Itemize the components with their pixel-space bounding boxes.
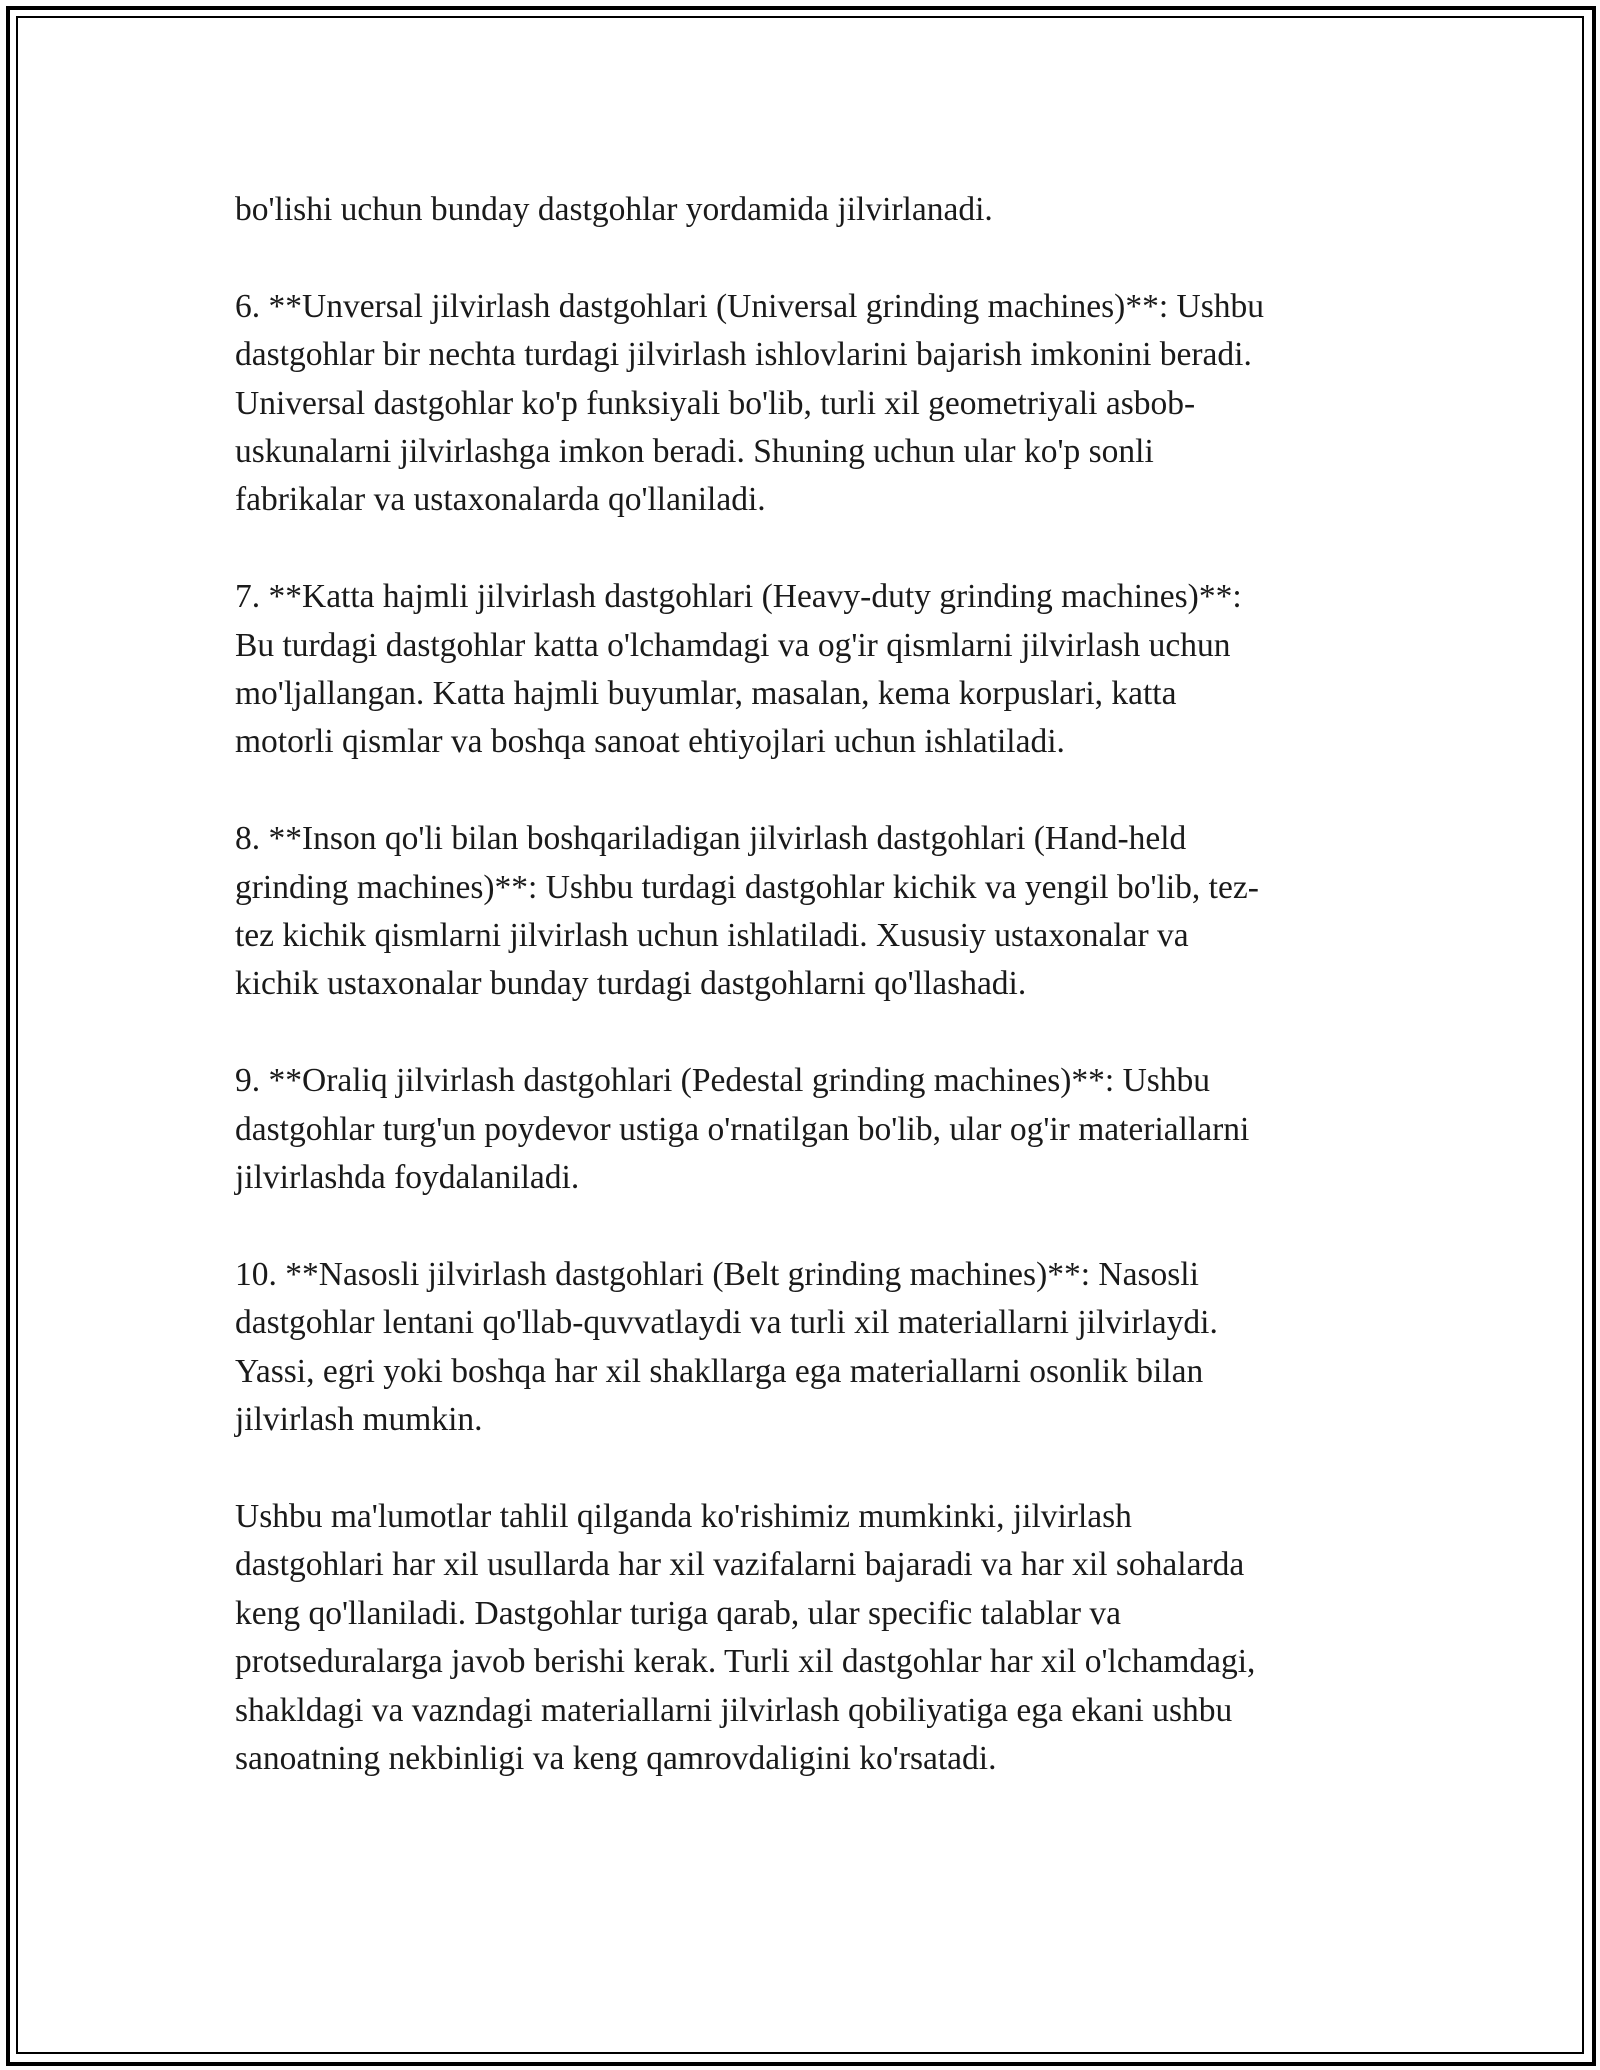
- paragraph-item-6: 6. **Unversal jilvirlash dastgohlari (Universal grinding machines)**: Ushbu dastgohlar bir nechta turdagi jilvirlash ishlovlarini bajarish imkonini beradi. Universal dastgohlar ko'p funksiyali bo'lib, turli xil geometriyali asbob- uskunalarni jilvirlashga imkon beradi. Shuning uchun ular ko'p sonli fabrikalar va ustaxonalarda qo'llaniladi.: [235, 287, 1264, 519]
- paragraph-continuation: bo'lishi uchun bunday dastgohlar yordamida jilvirlanadi.: [235, 191, 993, 228]
- paragraph-item-8: 8. **Inson qo'li bilan boshqariladigan jilvirlash dastgohlari (Hand-held grinding machines)**: Ushbu turdagi dastgohlar kichik va yengil bo'lib, tez- tez kichik qismlarni jilvirlash uchun ishlatiladi. Xususiy ustaxonalar va kichik ustaxonalar bunday turdagi dastgohlarni qo'llashadi.: [235, 820, 1259, 1003]
- paragraph-conclusion: Ushbu ma'lumotlar tahlil qilganda ko'rishimiz mumkinki, jilvirlash dastgohlari har xil usullarda har xil vazifalarni bajaradi va har xil sohalarda keng qo'llaniladi. Dastgohlar turiga qarab, ular specific talablar va protseduralarga javob berishi kerak. Turli xil dastgohlar har xil o'lchamdagi, shakldagi va vazndagi materiallarni jilvirlash qobiliyatiga ega ekani ushbu sanoatning nekbinligi va keng qamrovdaligini ko'rsatadi.: [235, 1497, 1256, 1777]
- paragraph-item-9: 9. **Oraliq jilvirlash dastgohlari (Pedestal grinding machines)**: Ushbu dastgohlar turg'un poydevor ustiga o'rnatilgan bo'lib, ular og'ir materiallarni jilvirlashda foydalaniladi.: [235, 1062, 1250, 1197]
- paragraph-item-7: 7. **Katta hajmli jilvirlash dastgohlari (Heavy-duty grinding machines)**: Bu turdagi dastgohlar katta o'lchamdagi va og'ir qismlarni jilvirlash uchun mo'ljallangan. Katta hajmli buyumlar, masalan, kema korpuslari, katta motorli qismlar va boshqa sanoat ehtiyojlari uchun ishlatiladi.: [235, 578, 1242, 761]
- paragraph-item-10: 10. **Nasosli jilvirlash dastgohlari (Belt grinding machines)**: Nasosli dastgohlar lentani qo'llab-quvvatlaydi va turli xil materiallarni jilvirlaydi. Yassi, egri yoki boshqa har xil shakllarga ega materiallarni osonlik bilan jilvirlash mumkin.: [235, 1255, 1218, 1439]
- document-body: [235, 186, 1365, 1832]
